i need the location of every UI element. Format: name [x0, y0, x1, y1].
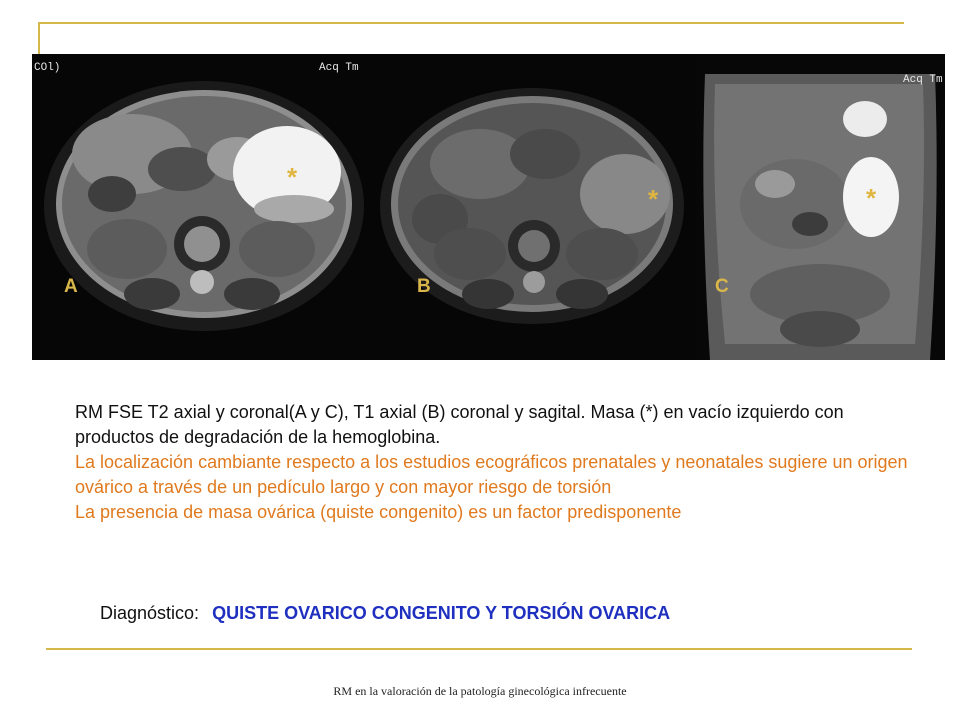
bottom-rule	[46, 648, 912, 650]
mass-marker: *	[866, 183, 877, 213]
scan-header-right: Acq Tm	[903, 74, 943, 86]
diagnosis	[100, 603, 670, 624]
top-rule	[38, 22, 904, 24]
mass-marker: *	[287, 162, 298, 192]
caption-line-1: RM FSE T2 axial y coronal(A y C), T1 axial (B) coronal y sagital. Masa (*) en vacío izquierdo con productos de degradación de la hemoglobina.	[75, 402, 844, 447]
mri-image-a	[32, 54, 370, 360]
panel-label-b: B	[417, 276, 431, 297]
mri-image-b	[370, 54, 695, 360]
caption-line-2: La localización cambiante respecto a los estudios ecográficos prenatales y neonatales sugiere un origen ovárico a través de un pedículo largo y con mayor riesgo de torsión	[75, 452, 908, 497]
scan-header-left: COl)	[34, 62, 61, 74]
mri-image-c	[695, 54, 945, 360]
caption-line-3: La presencia de masa ovárica (quiste congenito) es un factor predisponente	[75, 502, 682, 522]
figure-caption	[75, 400, 920, 525]
panel-label-a: A	[64, 276, 78, 297]
scan-header-right: Acq Tm	[319, 62, 359, 74]
diagnosis-value: QUISTE OVARICO CONGENITO Y TORSIÓN OVARICA	[212, 603, 671, 623]
left-rule	[38, 22, 40, 56]
panel-label-c: C	[715, 276, 729, 297]
mass-marker: *	[648, 184, 659, 214]
mri-figure	[32, 54, 945, 360]
diagnosis-label: Diagnóstico:	[100, 603, 200, 623]
footer-text: RM en la valoración de la patología ginecológica infrecuente	[333, 684, 627, 698]
